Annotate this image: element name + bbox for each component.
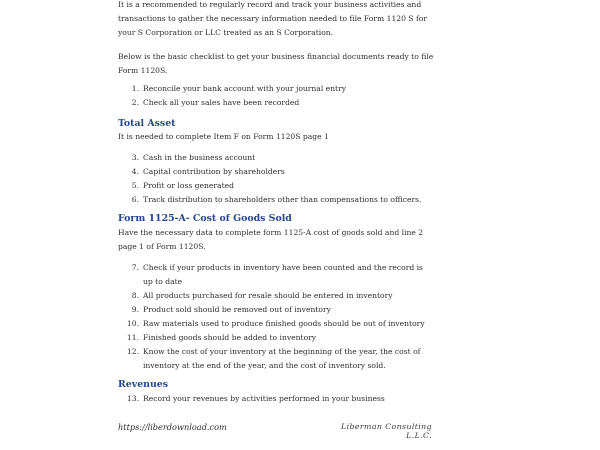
list-item-text: Capital contribution by shareholders: [143, 167, 285, 176]
list-item-number: 10.: [126, 319, 139, 328]
list-item-text: Know the cost of your inventory at the beginning of the year, the cost of inventory at the end of the year, and the cost of inventory sold.: [143, 347, 421, 370]
list-item-text: Reconcile your bank account with your journal entry: [143, 84, 347, 93]
list-item-number: 13.: [126, 394, 139, 403]
intro-paragraph: It is a recommended to regularly record and track your business activities and transactions to gather the necessary information needed to file Form 1120 S for your S Corporation or LLC treated as an S Corporation.: [118, 0, 427, 37]
list-item-text: Check all your sales have been recorded: [143, 98, 300, 107]
list-item-text: Cash in the business account: [143, 153, 256, 162]
list-item-number: 1.: [131, 84, 139, 93]
list-item: [124, 179, 434, 193]
list-item-text: Record your revenues by activities performed in your business: [143, 394, 385, 403]
footer-brand: Liberman Consulting L.L.C.: [341, 422, 432, 440]
cogs-heading: Form 1125-A- Cost of Goods Sold: [118, 213, 292, 224]
list-item-text: All products purchased for resale should be entered in inventory: [143, 291, 393, 300]
list-item: [124, 331, 434, 345]
list-item-text: Profit or loss generated: [143, 181, 234, 190]
checklist-start-list: [124, 82, 434, 110]
list-item-number: 8.: [131, 291, 139, 300]
list-item: [124, 151, 434, 165]
list-item-number: 3.: [131, 153, 139, 162]
list-item: [124, 289, 434, 303]
revenues-heading: Revenues: [118, 379, 169, 390]
list-item-number: 9.: [131, 305, 139, 314]
list-item: [124, 96, 434, 110]
list-item: [124, 193, 434, 207]
total-asset-description: It is needed to complete Item F on Form 1120S page 1: [118, 132, 329, 141]
list-item: [124, 317, 434, 331]
list-item-text: Check if your products in inventory have been counted and the record is up to date: [143, 263, 423, 286]
list-item: [124, 392, 434, 406]
list-item-text: Raw materials used to produce finished goods should be out of inventory: [143, 319, 425, 328]
intro-checklist-paragraph: Below is the basic checklist to get your business financial documents ready to file Form 1120S.: [118, 52, 434, 75]
list-item-text: Finished goods should be added to inventory: [143, 333, 317, 342]
list-item: [124, 261, 434, 289]
cogs-description: Have the necessary data to complete form 1125-A cost of goods sold and line 2 page 1 of Form 1120S.: [118, 228, 424, 251]
total-asset-heading: Total Asset: [118, 118, 176, 129]
list-item: [124, 345, 434, 373]
list-item-text: Track distribution to shareholders other than compensations to officers.: [143, 195, 422, 204]
list-item-number: 6.: [131, 195, 139, 204]
list-item: [124, 82, 434, 96]
list-item-number: 2.: [131, 98, 139, 107]
list-item-number: 4.: [131, 167, 139, 176]
footer-url: https://liberdownload.com: [118, 422, 227, 432]
list-item-number: 5.: [131, 181, 139, 190]
cogs-list: [124, 261, 434, 373]
list-item-number: 7.: [131, 263, 139, 272]
total-asset-list: [124, 151, 434, 207]
list-item-number: 12.: [126, 347, 139, 356]
list-item: [124, 303, 434, 317]
list-item-text: Product sold should be removed out of inventory: [143, 305, 331, 314]
list-item-number: 11.: [126, 333, 139, 342]
list-item: [124, 165, 434, 179]
revenues-list: [124, 392, 434, 406]
